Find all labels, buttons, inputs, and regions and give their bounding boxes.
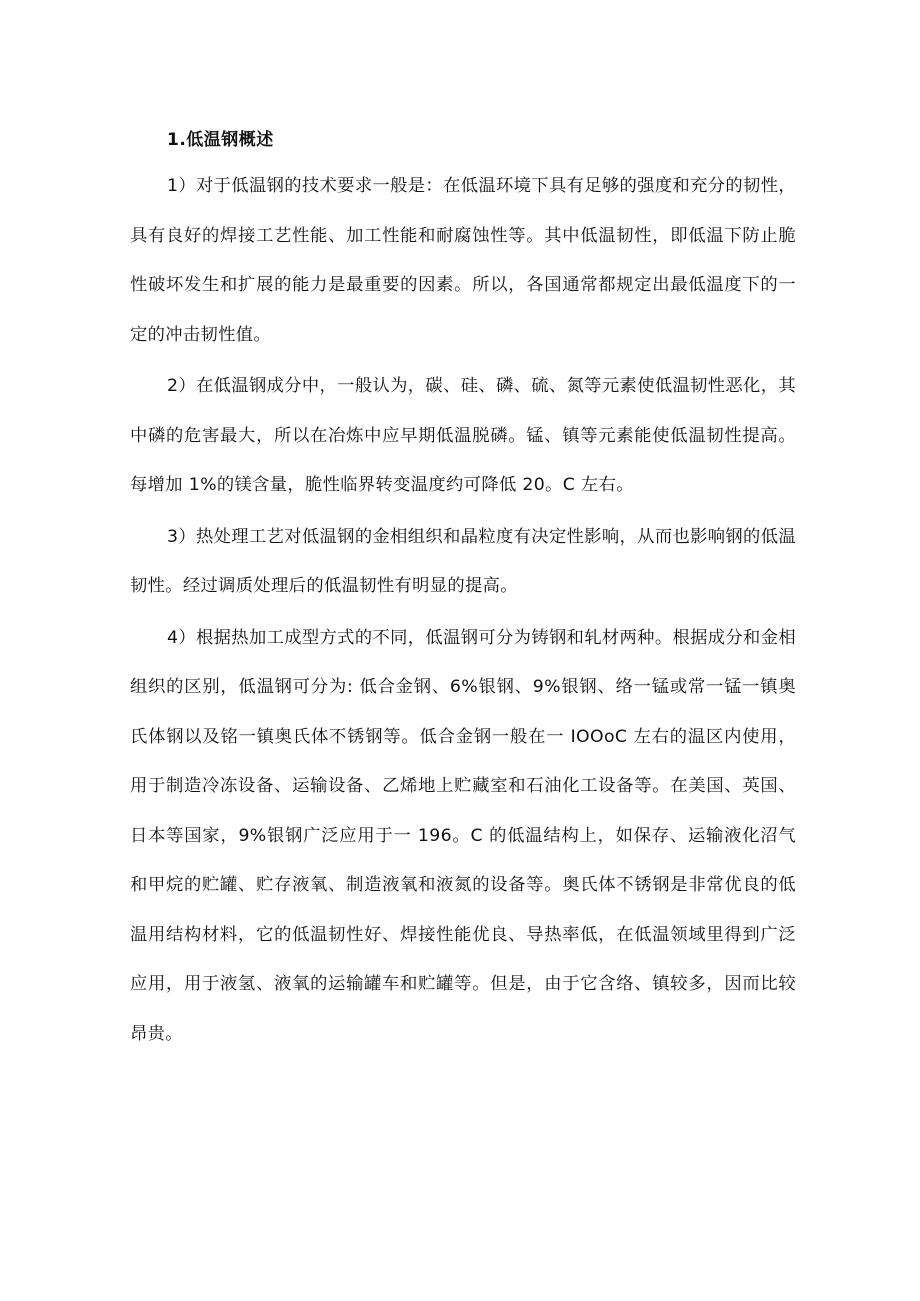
paragraph-4: 4）根据热加工成型方式的不同，低温钢可分为铸钢和轧材两种。根据成分和金相组织的区别，低温钢可分为: 低合金钢、6%银钢、9%银钢、络一锰或常一锰一镇奥氏体钢以及铭一镇奥氏体不锈钢等。低合金钢一般在一 IOOoC 左右的温区内使用，用于制造冷冻设备、运输设备、乙烯地上贮藏室和石油化工设备等。在美国、英国、日本等国家，9%银钢广泛应用于一 196。C 的低温结构上，如保存、运输液化沼气和甲烷的贮罐、贮存液氧、制造液氧和液氮的设备等。奥氏体不锈钢是非常优良的低温用结构材料，它的低温韧性好、焊接性能优良、导热率低，在低温领域里得到广泛应用，用于液氢、液氧的运输罐车和贮罐等。但是，由于它含络、镇较多，因而比较昂贵。: [130, 627, 796, 1044]
paragraph-2: 2）在低温钢成分中，一般认为，碳、硅、磷、硫、氮等元素使低温韧性恶化，其中磷的危害最大，所以在冶炼中应早期低温脱磷。锰、镇等元素能使低温韧性提高。每增加 1%的镁含量，脆性临界转变温度约可降低 20。C 左右。: [130, 376, 796, 495]
section-heading: 1.低温钢概述: [167, 130, 274, 150]
paragraph-1: 1）对于低温钢的技术要求一般是：在低温环境下具有足够的强度和充分的韧性，具有良好的焊接工艺性能、加工性能和耐腐蚀性等。其中低温韧性，即低温下防止脆性破坏发生和扩展的能力是最重要的因素。所以，各国通常都规定出最低温度下的一定的冲击韧性值。: [130, 176, 796, 345]
paragraph-3: 3）热处理工艺对低温钢的金相组织和晶粒度有决定性影响，从而也影响钢的低温韧性。经过调质处理后的低温韧性有明显的提高。: [130, 526, 796, 596]
document-body: [130, 120, 796, 1059]
